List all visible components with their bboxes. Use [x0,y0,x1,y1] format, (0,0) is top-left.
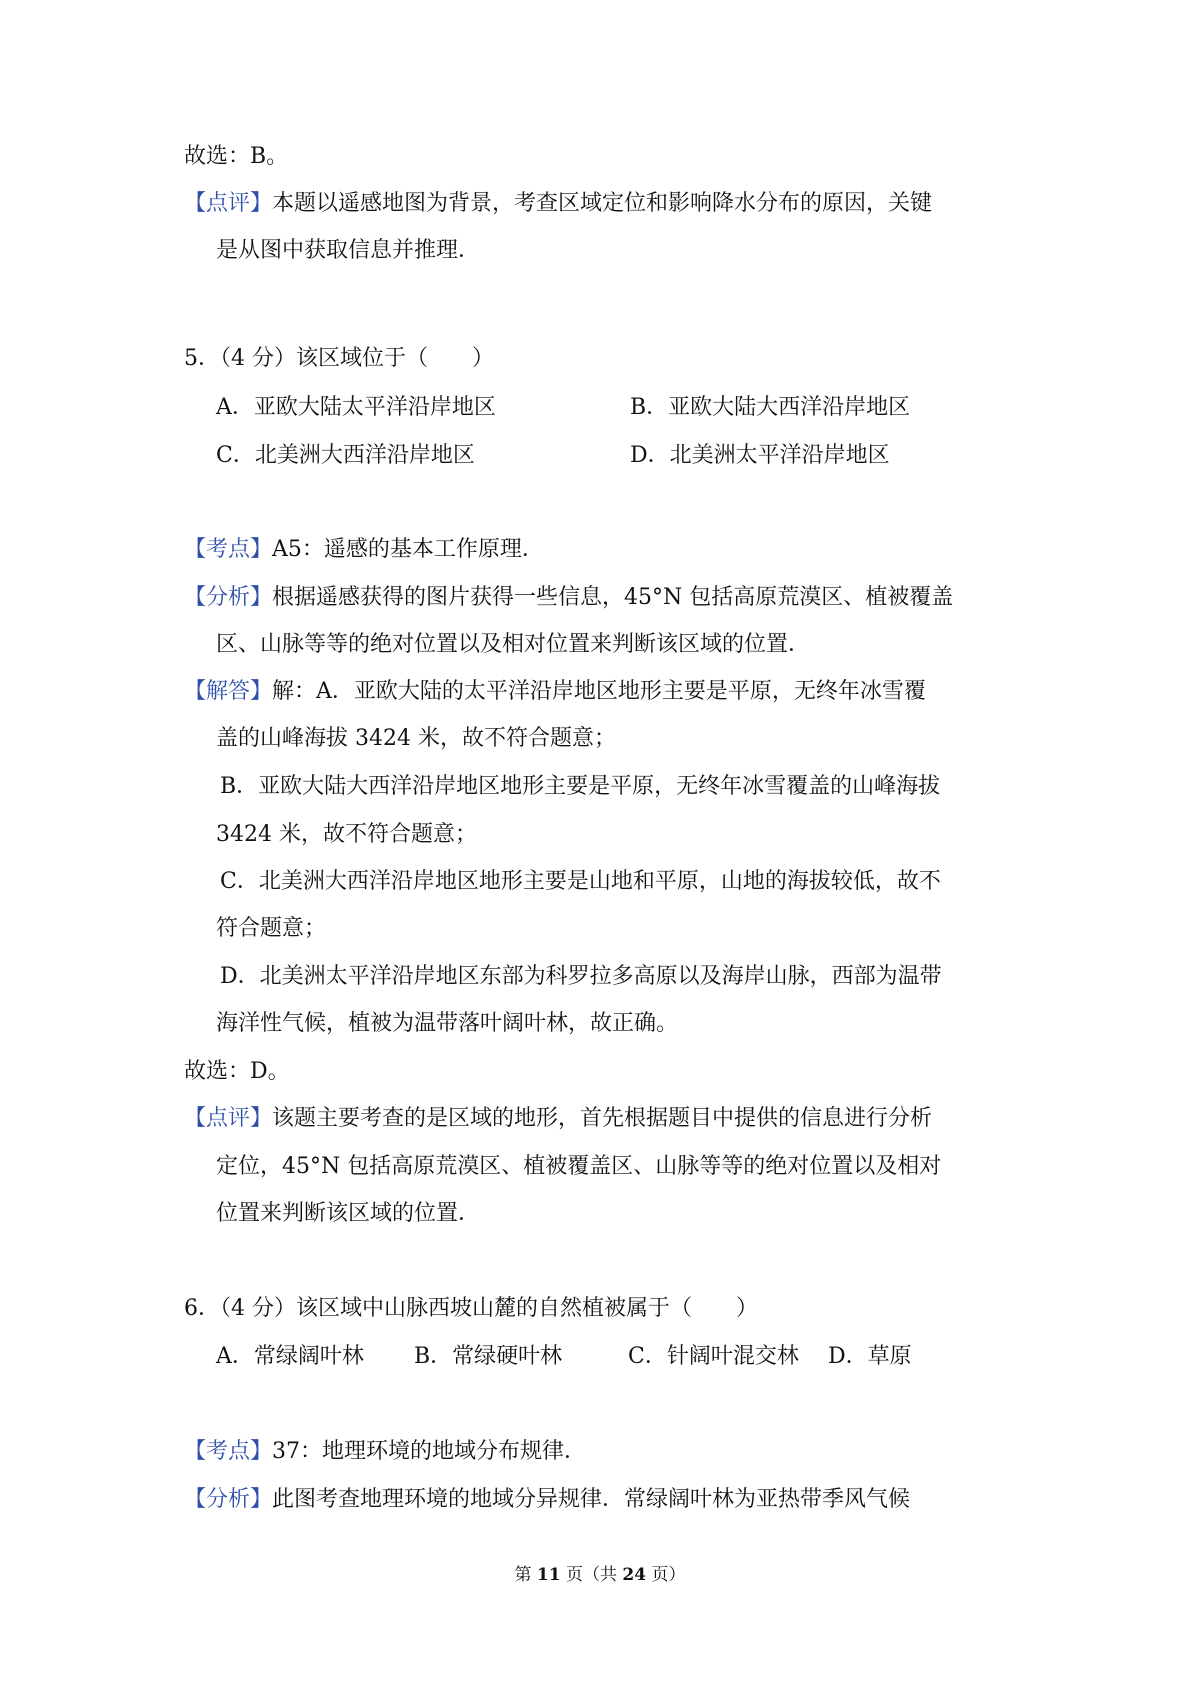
q5-fenxi-line-1 [184,583,953,613]
q5-jieda-line-2: 盖的山峰海拔 3424 米，故不符合题意； [216,726,616,751]
jieda-text: 解：A．亚欧大陆的太平洋沿岸地区地形主要是平原，无终年冰雪覆 [272,679,926,704]
prev-review-line-2: 是从图中获取信息并推理． [216,238,481,263]
footer-suffix: 页） [651,1565,686,1585]
review-tag: 【点评】 [184,191,273,216]
q5-review-line-2: 定位，45°N 包括高原荒漠区、植被覆盖区、山脉等等的绝对位置以及相对 [216,1154,942,1179]
q5-answer: 故选：D。 [184,1059,290,1084]
footer-prefix: 第 [514,1565,532,1585]
q6-stem: 6．（4 分）该区域中山脉西坡山麓的自然植被属于（ ） [184,1296,758,1321]
q5-jieda-line-8: 海洋性气候，植被为温带落叶阔叶林，故正确。 [216,1011,679,1036]
q5-option-a: A．亚欧大陆太平洋沿岸地区 [216,395,496,420]
q6-option-b: B．常绿硬叶林 [414,1344,563,1369]
fenxi-text: 根据遥感获得的图片获得一些信息，45°N 包括高原荒漠区、植被覆盖 [272,585,954,610]
q5-option-d: D．北美洲太平洋沿岸地区 [630,443,890,468]
review-tag: 【点评】 [184,1106,273,1131]
q5-option-c: C．北美洲大西洋沿岸地区 [216,443,475,468]
q5-stem: 5．（4 分）该区域位于（ ） [184,346,494,371]
review-text: 该题主要考查的是区域的地形，首先根据题目中提供的信息进行分析 [272,1106,933,1131]
q5-review-line-3: 位置来判断该区域的位置． [216,1201,481,1226]
q5-option-b: B．亚欧大陆大西洋沿岸地区 [630,395,911,420]
kaodian-text: 37：地理环境的地域分布规律． [272,1439,587,1464]
footer-page-number: 11 [536,1565,561,1585]
kaodian-text: A5：遥感的基本工作原理． [272,537,544,562]
q6-option-a: A．常绿阔叶林 [216,1344,364,1369]
footer-middle: 页（共 [566,1565,617,1585]
q6-option-c: C．针阔叶混交林 [628,1344,799,1369]
q6-kaodian [184,1437,586,1467]
prev-review-line-1 [184,189,932,219]
review-text: 本题以遥感地图为背景，考查区域定位和影响降水分布的原因，关键 [272,191,933,216]
kaodian-tag: 【考点】 [184,537,273,562]
fenxi-tag: 【分析】 [184,1487,273,1512]
q5-jieda-line-7: D．北美洲太平洋沿岸地区东部为科罗拉多高原以及海岸山脉，西部为温带 [220,964,942,989]
fenxi-text: 此图考查地理环境的地域分异规律．常绿阔叶林为亚热带季风气候 [272,1487,911,1512]
q5-kaodian [184,535,544,565]
q5-jieda-line-1 [184,677,926,707]
q6-fenxi-line-1 [184,1485,910,1515]
q5-jieda-line-4: 3424 米，故不符合题意； [216,822,477,847]
q5-jieda-line-6: 符合题意； [216,916,327,941]
jieda-tag: 【解答】 [184,679,273,704]
kaodian-tag: 【考点】 [184,1439,273,1464]
q5-review-line-1 [184,1104,932,1134]
q5-jieda-line-5: C．北美洲大西洋沿岸地区地形主要是山地和平原，山地的海拔较低，故不 [220,869,941,894]
footer-total-pages: 24 [622,1565,647,1585]
prev-answer: 故选：B。 [184,144,289,169]
fenxi-tag: 【分析】 [184,585,273,610]
q5-fenxi-line-2: 区、山脉等等的绝对位置以及相对位置来判断该区域的位置． [216,632,811,657]
page-footer [0,1563,1200,1587]
q5-jieda-line-3: B．亚欧大陆大西洋沿岸地区地形主要是平原，无终年冰雪覆盖的山峰海拔 [220,774,941,799]
q6-option-d: D．草原 [828,1344,912,1369]
